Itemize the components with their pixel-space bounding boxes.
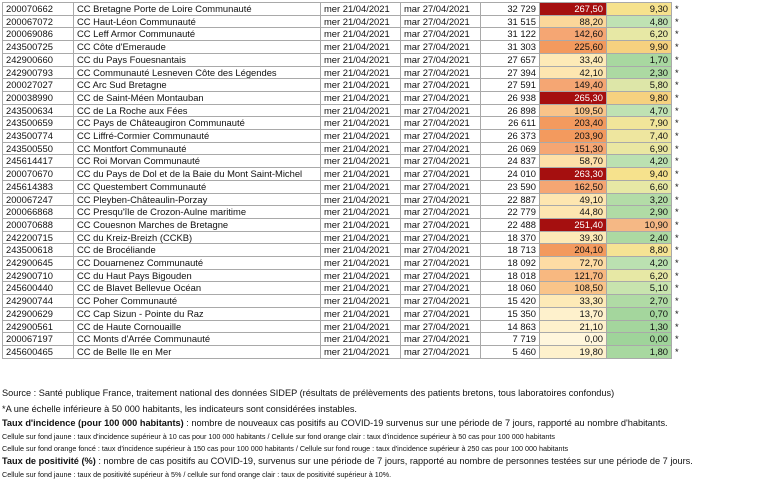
positivity-cell: 2,40 — [607, 231, 672, 244]
end-date-cell: mar 27/04/2021 — [401, 180, 481, 193]
incidence-cell: 72,70 — [540, 257, 607, 270]
name-cell: CC Pleyben-Châteaulin-Porzay — [74, 193, 321, 206]
name-cell: CC du Kreiz-Breizh (CCKB) — [74, 231, 321, 244]
code-cell: 243500774 — [3, 130, 74, 143]
table-row — [3, 345, 687, 358]
start-date-cell: mer 21/04/2021 — [321, 231, 401, 244]
code-cell: 242900660 — [3, 53, 74, 66]
incidence-legend-2: Cellule sur fond orange foncé : taux d'incidence supérieur à 150 cas pour 100 000 habitants / Cellule sur fond rouge : taux d'incidence supérieur à 250 cas pour 100 000 habitants — [2, 444, 569, 453]
start-date-cell: mer 21/04/2021 — [321, 244, 401, 257]
name-cell: CC de La Roche aux Fées — [74, 104, 321, 117]
positivity-cell: 6,20 — [607, 269, 672, 282]
start-date-cell: mer 21/04/2021 — [321, 295, 401, 308]
population-cell: 24 837 — [481, 155, 540, 168]
positivity-label: Taux de positivité (%) — [2, 456, 96, 466]
end-date-cell: mar 27/04/2021 — [401, 218, 481, 231]
positivity-cell: 9,30 — [607, 3, 672, 16]
incidence-cell: 13,70 — [540, 307, 607, 320]
start-date-cell: mer 21/04/2021 — [321, 104, 401, 117]
incidence-cell: 203,40 — [540, 117, 607, 130]
positivity-cell: 5,10 — [607, 282, 672, 295]
instability-marker: * — [675, 295, 679, 307]
instability-marker: * — [675, 79, 679, 91]
start-date-cell: mer 21/04/2021 — [321, 53, 401, 66]
instability-marker: * — [675, 269, 679, 281]
instability-marker: * — [675, 155, 679, 167]
table-row — [3, 193, 687, 206]
name-cell: CC Monts d'Arrée Communauté — [74, 333, 321, 346]
population-cell: 31 303 — [481, 41, 540, 54]
population-cell: 24 010 — [481, 168, 540, 181]
name-cell: CC Poher Communauté — [74, 295, 321, 308]
table-row — [3, 91, 687, 104]
name-cell: CC de Haute Cornouaille — [74, 320, 321, 333]
incidence-cell: 42,10 — [540, 66, 607, 79]
population-cell: 18 713 — [481, 244, 540, 257]
code-cell: 242900744 — [3, 295, 74, 308]
table-row — [3, 231, 687, 244]
population-cell: 15 420 — [481, 295, 540, 308]
name-cell: CC Haut-Léon Communauté — [74, 15, 321, 28]
name-cell: CC Questembert Communauté — [74, 180, 321, 193]
start-date-cell: mer 21/04/2021 — [321, 28, 401, 41]
start-date-cell: mer 21/04/2021 — [321, 41, 401, 54]
source-note: Source : Santé publique France, traitement national des données SIDEP (résultats de prélèvements des patients bretons, tous laboratoires confondus) — [2, 388, 615, 398]
name-cell: CC du Pays de Dol et de la Baie du Mont Saint-Michel — [74, 168, 321, 181]
incidence-cell: 44,80 — [540, 206, 607, 219]
population-cell: 27 591 — [481, 79, 540, 92]
end-date-cell: mar 27/04/2021 — [401, 206, 481, 219]
name-cell: CC Arc Sud Bretagne — [74, 79, 321, 92]
incidence-text: : nombre de nouveaux cas positifs au COVID-19 survenus sur une période de 7 jours, rapporté au nombre d'habitants. — [183, 418, 668, 428]
code-cell: 245600465 — [3, 345, 74, 358]
instability-marker: * — [675, 320, 679, 332]
table-row — [3, 307, 687, 320]
name-cell: CC Côte d'Emeraude — [74, 41, 321, 54]
population-cell: 22 887 — [481, 193, 540, 206]
name-cell: CC du Haut Pays Bigouden — [74, 269, 321, 282]
incidence-cell: 58,70 — [540, 155, 607, 168]
instability-marker: * — [675, 53, 679, 65]
code-cell: 200027027 — [3, 79, 74, 92]
population-cell: 5 460 — [481, 345, 540, 358]
positivity-cell: 6,90 — [607, 142, 672, 155]
instability-marker: * — [675, 282, 679, 294]
incidence-cell: 151,30 — [540, 142, 607, 155]
instability-marker: * — [675, 231, 679, 243]
epci-indicators-table — [2, 2, 687, 359]
code-cell: 200066868 — [3, 206, 74, 219]
name-cell: CC Communauté Lesneven Côte des Légendes — [74, 66, 321, 79]
start-date-cell: mer 21/04/2021 — [321, 168, 401, 181]
code-cell: 243500634 — [3, 104, 74, 117]
positivity-cell: 5,80 — [607, 79, 672, 92]
incidence-cell: 108,50 — [540, 282, 607, 295]
incidence-cell: 88,20 — [540, 15, 607, 28]
table-row — [3, 3, 687, 16]
positivity-cell: 9,80 — [607, 91, 672, 104]
incidence-cell: 267,50 — [540, 3, 607, 16]
positivity-cell: 1,30 — [607, 320, 672, 333]
incidence-cell: 19,80 — [540, 345, 607, 358]
positivity-cell: 8,80 — [607, 244, 672, 257]
end-date-cell: mar 27/04/2021 — [401, 41, 481, 54]
instability-marker: * — [675, 206, 679, 218]
positivity-cell: 3,20 — [607, 193, 672, 206]
code-cell: 245614383 — [3, 180, 74, 193]
table-row — [3, 104, 687, 117]
positivity-cell: 7,90 — [607, 117, 672, 130]
name-cell: CC Montfort Communauté — [74, 142, 321, 155]
instability-marker: * — [675, 91, 679, 103]
table-row — [3, 168, 687, 181]
start-date-cell: mer 21/04/2021 — [321, 193, 401, 206]
incidence-legend-1: Cellule sur fond jaune : taux d'incidence supérieur à 10 cas pour 100 000 habitants / Cellule sur fond orange clair : taux d'incidence supérieur à 50 cas pour 100 000 habitants — [2, 432, 555, 441]
start-date-cell: mer 21/04/2021 — [321, 91, 401, 104]
positivity-cell: 0,70 — [607, 307, 672, 320]
population-cell: 26 611 — [481, 117, 540, 130]
name-cell: CC du Pays Fouesnantais — [74, 53, 321, 66]
incidence-cell: 121,70 — [540, 269, 607, 282]
scale-note: *A une échelle inférieure à 50 000 habitants, les indicateurs sont considérées instables. — [2, 404, 357, 414]
end-date-cell: mar 27/04/2021 — [401, 333, 481, 346]
end-date-cell: mar 27/04/2021 — [401, 117, 481, 130]
incidence-definition — [2, 417, 762, 429]
population-cell: 18 370 — [481, 231, 540, 244]
positivity-definition — [2, 455, 762, 467]
population-cell: 22 488 — [481, 218, 540, 231]
table-row — [3, 282, 687, 295]
end-date-cell: mar 27/04/2021 — [401, 269, 481, 282]
name-cell: CC de Brocéliande — [74, 244, 321, 257]
name-cell: CC Douarnenez Communauté — [74, 257, 321, 270]
name-cell: CC Bretagne Porte de Loire Communauté — [74, 3, 321, 16]
positivity-cell: 2,70 — [607, 295, 672, 308]
start-date-cell: mer 21/04/2021 — [321, 155, 401, 168]
positivity-cell: 9,40 — [607, 168, 672, 181]
positivity-cell: 4,80 — [607, 15, 672, 28]
positivity-cell: 1,80 — [607, 345, 672, 358]
end-date-cell: mar 27/04/2021 — [401, 28, 481, 41]
incidence-cell: 0,00 — [540, 333, 607, 346]
incidence-cell: 204,10 — [540, 244, 607, 257]
code-cell: 200067072 — [3, 15, 74, 28]
positivity-cell: 2,30 — [607, 66, 672, 79]
start-date-cell: mer 21/04/2021 — [321, 282, 401, 295]
positivity-cell: 10,90 — [607, 218, 672, 231]
incidence-cell: 149,40 — [540, 79, 607, 92]
population-cell: 32 729 — [481, 3, 540, 16]
table-row — [3, 218, 687, 231]
incidence-cell: 49,10 — [540, 193, 607, 206]
incidence-cell: 39,30 — [540, 231, 607, 244]
incidence-label: Taux d'incidence (pour 100 000 habitants) — [2, 418, 184, 428]
population-cell: 18 092 — [481, 257, 540, 270]
instability-marker: * — [675, 244, 679, 256]
end-date-cell: mar 27/04/2021 — [401, 282, 481, 295]
end-date-cell: mar 27/04/2021 — [401, 91, 481, 104]
instability-marker: * — [675, 117, 679, 129]
start-date-cell: mer 21/04/2021 — [321, 117, 401, 130]
incidence-cell: 21,10 — [540, 320, 607, 333]
incidence-cell: 142,60 — [540, 28, 607, 41]
name-cell: CC Pays de Châteaugiron Communauté — [74, 117, 321, 130]
end-date-cell: mar 27/04/2021 — [401, 193, 481, 206]
code-cell: 200038990 — [3, 91, 74, 104]
population-cell: 26 898 — [481, 104, 540, 117]
table-row — [3, 79, 687, 92]
end-date-cell: mar 27/04/2021 — [401, 244, 481, 257]
name-cell: CC Presqu'île de Crozon-Aulne maritime — [74, 206, 321, 219]
start-date-cell: mer 21/04/2021 — [321, 333, 401, 346]
positivity-cell: 9,90 — [607, 41, 672, 54]
population-cell: 31 122 — [481, 28, 540, 41]
start-date-cell: mer 21/04/2021 — [321, 79, 401, 92]
table-row — [3, 66, 687, 79]
start-date-cell: mer 21/04/2021 — [321, 269, 401, 282]
table-row — [3, 206, 687, 219]
table-row — [3, 269, 687, 282]
end-date-cell: mar 27/04/2021 — [401, 295, 481, 308]
code-cell: 243500725 — [3, 41, 74, 54]
incidence-cell: 251,40 — [540, 218, 607, 231]
incidence-cell: 265,30 — [540, 91, 607, 104]
name-cell: CC de Belle Ile en Mer — [74, 345, 321, 358]
incidence-cell: 225,60 — [540, 41, 607, 54]
population-cell: 18 060 — [481, 282, 540, 295]
end-date-cell: mar 27/04/2021 — [401, 345, 481, 358]
table-row — [3, 53, 687, 66]
table-row — [3, 320, 687, 333]
positivity-cell: 4,70 — [607, 104, 672, 117]
positivity-legend: Cellule sur fond jaune : taux de positivité supérieur à 5% / cellule sur fond orange clair : taux de positivité supérieur à 10%. — [2, 470, 392, 479]
end-date-cell: mar 27/04/2021 — [401, 66, 481, 79]
code-cell: 243500618 — [3, 244, 74, 257]
table-row — [3, 244, 687, 257]
positivity-text: : nombre de cas positifs au COVID-19, survenus sur une période de 7 jours, rapporté au nombre de personnes testées sur une période de 7 jours. — [95, 456, 693, 466]
instability-marker: * — [675, 142, 679, 154]
positivity-cell: 6,20 — [607, 28, 672, 41]
code-cell: 243500659 — [3, 117, 74, 130]
end-date-cell: mar 27/04/2021 — [401, 15, 481, 28]
positivity-cell: 4,20 — [607, 155, 672, 168]
code-cell: 242200715 — [3, 231, 74, 244]
instability-marker: * — [675, 193, 679, 205]
code-cell: 242900793 — [3, 66, 74, 79]
code-cell: 200067247 — [3, 193, 74, 206]
instability-marker: * — [675, 180, 679, 192]
instability-marker: * — [675, 218, 679, 230]
table-row — [3, 180, 687, 193]
instability-marker: * — [675, 345, 679, 357]
start-date-cell: mer 21/04/2021 — [321, 180, 401, 193]
population-cell: 22 779 — [481, 206, 540, 219]
table-row — [3, 142, 687, 155]
end-date-cell: mar 27/04/2021 — [401, 168, 481, 181]
population-cell: 26 069 — [481, 142, 540, 155]
code-cell: 200070662 — [3, 3, 74, 16]
end-date-cell: mar 27/04/2021 — [401, 142, 481, 155]
start-date-cell: mer 21/04/2021 — [321, 142, 401, 155]
start-date-cell: mer 21/04/2021 — [321, 15, 401, 28]
population-cell: 14 863 — [481, 320, 540, 333]
start-date-cell: mer 21/04/2021 — [321, 307, 401, 320]
table-row — [3, 155, 687, 168]
table-row — [3, 130, 687, 143]
end-date-cell: mar 27/04/2021 — [401, 53, 481, 66]
table-row — [3, 333, 687, 346]
table-row — [3, 257, 687, 270]
instability-marker: * — [675, 130, 679, 142]
code-cell: 243500550 — [3, 142, 74, 155]
name-cell: CC Leff Armor Communauté — [74, 28, 321, 41]
start-date-cell: mer 21/04/2021 — [321, 130, 401, 143]
instability-marker: * — [675, 168, 679, 180]
instability-marker: * — [675, 3, 679, 14]
end-date-cell: mar 27/04/2021 — [401, 3, 481, 16]
code-cell: 200070688 — [3, 218, 74, 231]
table-row — [3, 28, 687, 41]
name-cell: CC Cap Sizun - Pointe du Raz — [74, 307, 321, 320]
table-row — [3, 15, 687, 28]
name-cell: CC Roi Morvan Communauté — [74, 155, 321, 168]
start-date-cell: mer 21/04/2021 — [321, 320, 401, 333]
end-date-cell: mar 27/04/2021 — [401, 104, 481, 117]
table-row — [3, 41, 687, 54]
code-cell: 245614417 — [3, 155, 74, 168]
table-body — [3, 3, 687, 359]
start-date-cell: mer 21/04/2021 — [321, 218, 401, 231]
table-row — [3, 295, 687, 308]
positivity-cell: 4,20 — [607, 257, 672, 270]
incidence-cell: 203,90 — [540, 130, 607, 143]
population-cell: 15 350 — [481, 307, 540, 320]
positivity-cell: 7,40 — [607, 130, 672, 143]
code-cell: 200067197 — [3, 333, 74, 346]
start-date-cell: mer 21/04/2021 — [321, 66, 401, 79]
end-date-cell: mar 27/04/2021 — [401, 307, 481, 320]
instability-marker: * — [675, 333, 679, 345]
positivity-cell: 2,90 — [607, 206, 672, 219]
code-cell: 242900629 — [3, 307, 74, 320]
population-cell: 27 657 — [481, 53, 540, 66]
population-cell: 26 373 — [481, 130, 540, 143]
name-cell: CC Liffré-Cormier Communauté — [74, 130, 321, 143]
name-cell: CC Couesnon Marches de Bretagne — [74, 218, 321, 231]
positivity-cell: 6,60 — [607, 180, 672, 193]
code-cell: 242900710 — [3, 269, 74, 282]
instability-marker: * — [675, 104, 679, 116]
code-cell: 200070670 — [3, 168, 74, 181]
start-date-cell: mer 21/04/2021 — [321, 345, 401, 358]
incidence-cell: 162,50 — [540, 180, 607, 193]
population-cell: 26 938 — [481, 91, 540, 104]
end-date-cell: mar 27/04/2021 — [401, 320, 481, 333]
code-cell: 200069086 — [3, 28, 74, 41]
name-cell: CC de Saint-Méen Montauban — [74, 91, 321, 104]
instability-marker: * — [675, 28, 679, 40]
incidence-cell: 33,40 — [540, 53, 607, 66]
incidence-cell: 109,50 — [540, 104, 607, 117]
name-cell: CC de Blavet Bellevue Océan — [74, 282, 321, 295]
instability-marker: * — [675, 41, 679, 53]
code-cell: 242900645 — [3, 257, 74, 270]
start-date-cell: mer 21/04/2021 — [321, 257, 401, 270]
population-cell: 18 018 — [481, 269, 540, 282]
population-cell: 7 719 — [481, 333, 540, 346]
code-cell: 242900561 — [3, 320, 74, 333]
start-date-cell: mer 21/04/2021 — [321, 206, 401, 219]
population-cell: 31 515 — [481, 15, 540, 28]
table-row — [3, 117, 687, 130]
instability-marker: * — [675, 257, 679, 269]
incidence-cell: 263,30 — [540, 168, 607, 181]
population-cell: 23 590 — [481, 180, 540, 193]
instability-marker: * — [675, 66, 679, 78]
instability-marker: * — [675, 307, 679, 319]
positivity-cell: 1,70 — [607, 53, 672, 66]
code-cell: 245600440 — [3, 282, 74, 295]
incidence-cell: 33,30 — [540, 295, 607, 308]
positivity-cell: 0,00 — [607, 333, 672, 346]
end-date-cell: mar 27/04/2021 — [401, 155, 481, 168]
instability-marker: * — [675, 15, 679, 27]
end-date-cell: mar 27/04/2021 — [401, 231, 481, 244]
start-date-cell: mer 21/04/2021 — [321, 3, 401, 16]
footnotes — [2, 387, 762, 481]
population-cell: 27 394 — [481, 66, 540, 79]
end-date-cell: mar 27/04/2021 — [401, 257, 481, 270]
end-date-cell: mar 27/04/2021 — [401, 130, 481, 143]
end-date-cell: mar 27/04/2021 — [401, 79, 481, 92]
